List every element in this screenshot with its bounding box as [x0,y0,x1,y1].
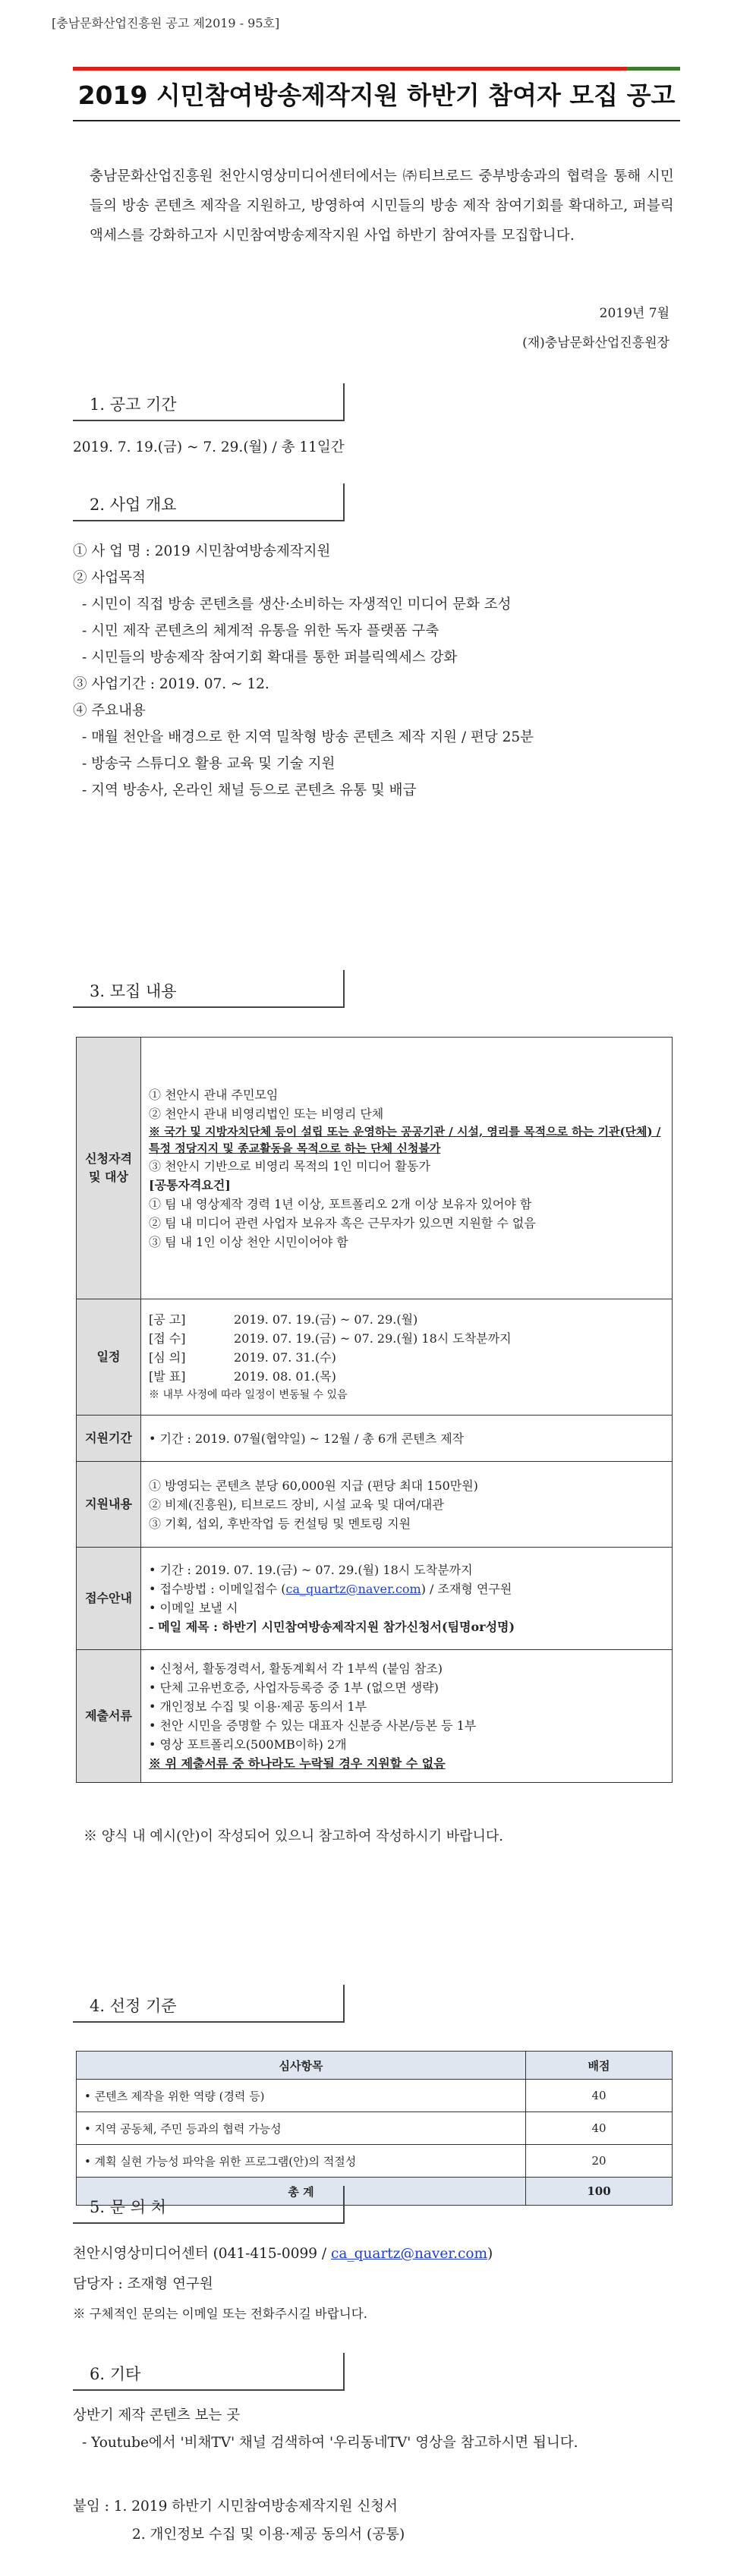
section-3-heading-box [73,970,346,1008]
support-line: ③ 기획, 섭외, 후반작업 등 컨설팅 및 멘토링 지원 [149,1516,411,1531]
heading-underline [73,420,345,421]
schedule-content [141,1299,673,1416]
section-5-heading: 5. 문 의 처 [90,2198,166,2216]
schedule-key: [발 표] [149,1368,186,1384]
criteria-score: 40 [526,2080,673,2112]
schedule-key: [접 수] [149,1331,186,1346]
docs-line: • 단체 고유번호증, 사업자등록증 중 1부 (없으면 생략) [149,1680,439,1695]
contact-center-text: 천안시영상미디어센터 (041-415-0099 / [73,2246,332,2262]
etc-youtube-line: - Youtube에서 '비채TV' 채널 검색하여 '우리동네TV' 영상을 참고하시면 됩니다. [82,2435,578,2451]
contact-note: ※ 구체적인 문의는 이메일 또는 전화주시길 바랍니다. [73,2307,367,2321]
schedule-key: [공 고] [149,1312,186,1327]
column-header-score: 배점 [526,2052,673,2080]
contact-close-paren: ) [487,2246,493,2262]
support-label: 지원내용 [77,1462,141,1548]
etc-line: 상반기 제작 콘텐츠 보는 곳 [73,2408,241,2423]
apply-line [149,1579,664,1598]
common-requirements-heading: [공통자격요건] [149,1177,231,1192]
section-4-heading: 4. 선정 기준 [90,1997,177,2015]
schedule-value: 2019. 07. 19.(금) ~ 07. 29.(월) [234,1312,418,1327]
table-row [77,2112,673,2145]
eligibility-line: ① 천안시 관내 주민모임 [149,1087,279,1102]
table-row [77,1038,673,1299]
docs-line: • 신청서, 활동경력서, 활동계획서 각 1부씩 (붙임 참조) [149,1661,443,1676]
docs-line: • 천안 시민을 증명할 수 있는 대표자 신분증 사본/등본 등 1부 [149,1718,477,1733]
eligibility-label: 신청자격 및 대상 [77,1038,141,1299]
document-number: [충남문화산업진흥원 공고 제2019 - 95호] [52,16,280,30]
apply-line: • 기간 : 2019. 07. 19.(금) ~ 07. 29.(월) 18시 도착분까지 [149,1563,473,1577]
heading-underline [73,1006,345,1008]
criteria-score: 20 [526,2145,673,2178]
form-note: ※ 양식 내 예시(안)이 작성되어 있으니 참고하여 작성하시기 바랍니다. [83,1828,504,1844]
issuing-organization: (재)충남문화산업진흥원장 [522,335,670,351]
schedule-value: 2019. 07. 31.(수) [234,1349,336,1365]
overview-line: - 방송국 스튜디오 활용 교육 및 기술 지원 [82,756,336,772]
heading-divider [343,483,345,521]
apply-content [141,1548,673,1650]
overview-line: ① 사 업 명 : 2019 시민참여방송제작지원 [73,543,331,559]
heading-underline [73,2389,345,2391]
red-rule-segment [73,67,627,71]
announcement-date: 2019년 7월 [599,306,670,321]
attachment-1: 붙임 : 1. 2019 하반기 시민참여방송제작지원 신청서 [73,2499,398,2515]
heading-divider [343,383,345,421]
table-header-row [77,2052,673,2080]
table-row [77,2080,673,2112]
apply-label: 접수안내 [77,1548,141,1650]
eligibility-line: ① 팀 내 영상제작 경력 1년 이상, 포트폴리오 2개 이상 보유자 있어야 함 [149,1196,532,1211]
apply-contact-text: ) / 조재형 연구원 [421,1582,512,1596]
heading-underline [73,520,345,521]
heading-divider [343,1985,345,2023]
contact-line [73,2243,493,2263]
overview-line: ③ 사업기간 : 2019. 07. ~ 12. [73,676,269,692]
eligibility-line: ③ 팀 내 1인 이상 천안 시민이어야 함 [149,1234,348,1249]
section-6-heading: 6. 기타 [90,2365,141,2383]
overview-line: - 매월 천안을 배경으로 한 지역 밀착형 방송 콘텐츠 제작 지원 / 편당 25분 [82,729,534,745]
column-header-item: 심사항목 [77,2052,526,2080]
section-3-heading: 3. 모집 내용 [90,982,177,1000]
docs-label: 제출서류 [77,1650,141,1783]
intro-paragraph: 충남문화산업진흥원 천안시영상미디어센터에서는 ㈜티브로드 중부방송과의 협력을 통해 시민들의 방송 콘텐츠 제작을 지원하고, 방영하여 시민들의 방송 제작 참여기회를 확대하고, 퍼블릭액세스를 강화하고자 시민참여방송제작지원 사업 하반기 참여자를 모집합니다. [90,168,674,244]
apply-method-text: • 접수방법 : 이메일접수 ( [149,1582,286,1596]
overview-line: - 시민이 직접 방송 콘텐츠를 생산·소비하는 자생적인 미디어 문화 조성 [82,597,512,613]
overview-line: - 시민 제작 콘텐츠의 체계적 유통을 위한 독자 플랫폼 구축 [82,623,440,639]
section-6-heading-box [73,2353,346,2391]
overview-line: - 지역 방송사, 온라인 채널 등으로 콘텐츠 유통 및 배급 [82,783,417,798]
eligibility-line: ③ 천안시 기반으로 비영리 목적의 1인 미디어 활동가 [149,1158,430,1173]
support-content [141,1462,673,1548]
green-rule-segment [627,67,680,71]
schedule-key: [심 의] [149,1349,186,1365]
schedule-value: 2019. 08. 01.(목) [234,1368,336,1384]
docs-line: • 개인정보 수집 및 이용·제공 동의서 1부 [149,1699,367,1714]
table-row [77,1462,673,1548]
period-content: • 기간 : 2019. 07월(협약일) ~ 12월 / 총 6개 콘텐츠 제작 [141,1416,673,1462]
table-row [77,1416,673,1462]
docs-content [141,1650,673,1783]
overview-line: ② 사업목적 [73,570,146,586]
table-row [77,1650,673,1783]
attachment-2: 2. 개인정보 수집 및 이용·제공 동의서 (공통) [132,2527,405,2543]
apply-mail-subject: - 메일 제목 : 하반기 시민참여방송제작지원 참가신청서(팀명or성명) [149,1620,515,1634]
section-1-heading-box [73,383,346,421]
overview-line: - 시민들의 방송제작 참여기회 확대를 통한 퍼블릭엑세스 강화 [82,650,458,666]
eligibility-line: ② 팀 내 미디어 관련 사업자 보유자 혹은 근무자가 있으면 지원할 수 없음 [149,1215,536,1230]
section-1-heading: 1. 공고 기간 [90,395,177,414]
section-4-heading-box [73,1985,346,2023]
title-bottom-rule [73,120,680,121]
contact-email-link[interactable]: ca_quartz@naver.com [331,2246,488,2262]
section-2-heading-box [73,483,346,521]
schedule-note: ※ 내부 사정에 따라 일정이 변동될 수 있음 [149,1388,348,1401]
schedule-row [149,1329,664,1348]
docs-line: • 영상 포트폴리오(500MB이하) 2개 [149,1737,347,1752]
recruitment-table [76,1037,673,1783]
schedule-row [149,1310,664,1329]
section-5-heading-box [73,2186,346,2224]
docs-warning: ※ 위 제출서류 중 하나라도 누락될 경우 지원할 수 없음 [149,1756,446,1771]
email-link[interactable]: ca_quartz@naver.com [285,1582,421,1596]
schedule-row [149,1348,664,1367]
overview-line: ④ 주요내용 [73,703,146,719]
schedule-value: 2019. 07. 19.(금) ~ 07. 29.(월) 18시 도착분까지 [234,1331,512,1346]
heading-divider [343,970,345,1008]
criteria-item: • 콘텐츠 제작을 위한 역량 (경력 등) [77,2080,526,2112]
apply-line: • 이메일 보낼 시 [149,1601,238,1615]
support-line: ② 비제(진흥원), 티브로드 장비, 시설 교육 및 대여/대관 [149,1497,444,1512]
schedule-row [149,1367,664,1386]
criteria-item: • 계획 실현 가능성 파악을 위한 프로그램(안)의 적절성 [77,2145,526,2178]
table-row [77,1548,673,1650]
selection-criteria-table [76,2051,673,2206]
heading-divider [343,2353,345,2391]
page-title: 2019 시민참여방송제작지원 하반기 참여자 모집 공고 [77,80,676,110]
contact-person: 담당자 : 조재형 연구원 [73,2276,213,2292]
schedule-label: 일정 [77,1299,141,1416]
total-score: 100 [526,2178,673,2206]
period-label: 지원기간 [77,1416,141,1462]
heading-underline [73,2222,345,2224]
total-label: 총 계 [77,2178,526,2206]
support-line: ① 방영되는 콘텐츠 분당 60,000원 지급 (편당 최대 150만원) [149,1478,478,1493]
heading-underline [73,2021,345,2023]
eligibility-content [141,1038,673,1299]
notice-period: 2019. 7. 19.(금) ~ 7. 29.(월) / 총 11일간 [73,439,345,455]
eligibility-exclusion-note: ※ 국가 및 지방자치단체 등이 설립 또는 운영하는 공공기관 / 시설, 영리를 목적으로 하는 기관(단체) / 특정 정당지지 및 종교활동을 목적으로 하는 단체 신청불가 [149,1124,661,1155]
heading-divider [343,2186,345,2224]
eligibility-line: ② 천안시 관내 비영리법인 또는 비영리 단체 [149,1106,384,1121]
title-top-rule [73,67,680,71]
criteria-item: • 지역 공동체, 주민 등과의 협력 가능성 [77,2112,526,2145]
criteria-score: 40 [526,2112,673,2145]
table-row [77,1299,673,1416]
section-2-heading: 2. 사업 개요 [90,496,177,514]
table-row [77,2145,673,2178]
